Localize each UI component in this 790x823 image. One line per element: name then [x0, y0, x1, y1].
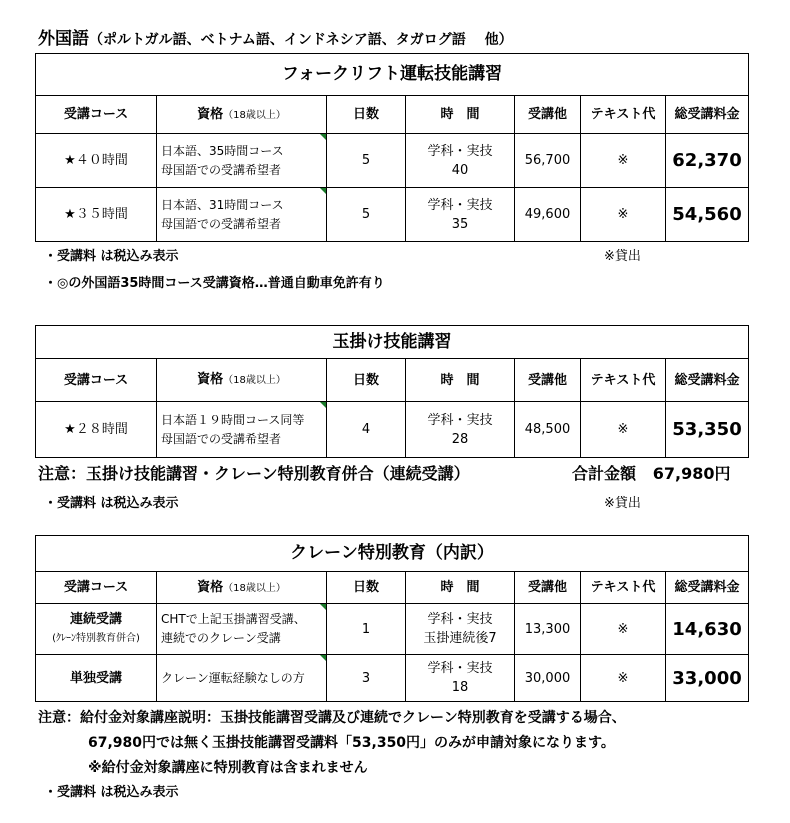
header-time: 時 間 — [406, 572, 515, 604]
total-fee: 14,630 — [666, 604, 749, 655]
header-days: 日数 — [327, 96, 406, 134]
time: 学科・実技 18 — [406, 655, 515, 702]
qualification: CHTで上記玉掛講習受講、 連続でのクレーン受講 — [157, 604, 327, 655]
course-name: 連続受講 (ｸﾚｰﾝ特別教育併合) — [36, 604, 157, 655]
qualification: 日本語１９時間コース同等 母国語での受講希望者 — [157, 402, 327, 458]
course-name: 単独受講 — [36, 655, 157, 702]
text-fee: ※ — [581, 134, 666, 188]
page-title — [38, 24, 513, 49]
header-course: 受講コース — [36, 96, 157, 134]
course-name: ★４０時間 — [36, 134, 157, 188]
total-fee: 33,000 — [666, 655, 749, 702]
text-fee: ※ — [581, 655, 666, 702]
header-days: 日数 — [327, 359, 406, 402]
header-time: 時 間 — [406, 359, 515, 402]
table-row — [36, 655, 749, 702]
text-fee: ※ — [581, 604, 666, 655]
header-text-fee: テキスト代 — [581, 96, 666, 134]
table-row — [36, 604, 749, 655]
tamakake-title: 玉掛け技能講習 — [36, 326, 749, 359]
page-title-main: 外国語 — [38, 29, 89, 49]
time: 学科・実技 40 — [406, 134, 515, 188]
tamakake-rental-note: ※貸出 — [604, 496, 641, 511]
fee: 48,500 — [515, 402, 581, 458]
time: 学科・実技 35 — [406, 188, 515, 242]
fee: 30,000 — [515, 655, 581, 702]
footer-note-3: ※給付金対象講座に特別教育は含まれません — [88, 760, 368, 776]
header-text-fee: テキスト代 — [581, 572, 666, 604]
text-fee: ※ — [581, 188, 666, 242]
header-qualification: 資格（18歳以上） — [157, 572, 327, 604]
days: 1 — [327, 604, 406, 655]
header-qualification: 資格（18歳以上） — [157, 96, 327, 134]
header-fee: 受講他 — [515, 96, 581, 134]
fee: 49,600 — [515, 188, 581, 242]
days: 5 — [327, 188, 406, 242]
header-total: 総受講料金 — [666, 572, 749, 604]
course-name: ★３５時間 — [36, 188, 157, 242]
combined-total — [572, 461, 730, 484]
forklift-title: フォークリフト運転技能講習 — [36, 54, 749, 96]
fee: 13,300 — [515, 604, 581, 655]
days: 4 — [327, 402, 406, 458]
header-days: 日数 — [327, 572, 406, 604]
text-fee: ※ — [581, 402, 666, 458]
forklift-license-note: ・◎の外国語35時間コース受講資格…普通自動車免許有り — [44, 276, 385, 291]
tamakake-tax-note: ・受講料 は税込み表示 — [44, 496, 179, 511]
total-fee: 54,560 — [666, 188, 749, 242]
time: 学科・実技 28 — [406, 402, 515, 458]
course-name: ★２８時間 — [36, 402, 157, 458]
header-total: 総受講料金 — [666, 96, 749, 134]
forklift-table — [35, 53, 749, 242]
header-text-fee: テキスト代 — [581, 359, 666, 402]
total-fee: 62,370 — [666, 134, 749, 188]
table-row — [36, 134, 749, 188]
combined-total-label: 合計金額 — [572, 464, 637, 483]
table-row — [36, 402, 749, 458]
total-fee: 53,350 — [666, 402, 749, 458]
header-fee: 受講他 — [515, 572, 581, 604]
forklift-rental-note: ※貸出 — [604, 249, 641, 264]
crane-title: クレーン特別教育（内訳） — [36, 536, 749, 572]
footer-tax-note: ・受講料 は税込み表示 — [44, 785, 179, 800]
table-row — [36, 188, 749, 242]
header-fee: 受講他 — [515, 359, 581, 402]
qualification: 日本語、35時間コース 母国語での受講希望者 — [157, 134, 327, 188]
qualification: 日本語、31時間コース 母国語での受講希望者 — [157, 188, 327, 242]
footer-note-2: 67,980円では無く玉掛技能講習受講料「53,350円」のみが申請対象になります。 — [88, 735, 615, 751]
header-time: 時 間 — [406, 96, 515, 134]
page-subtitle: （ポルトガル語、ベトナム語、インドネシア語、タガログ語 他） — [89, 32, 513, 48]
tamakake-table — [35, 325, 749, 458]
forklift-tax-note: ・受講料 は税込み表示 — [44, 249, 179, 264]
days: 5 — [327, 134, 406, 188]
header-course: 受講コース — [36, 359, 157, 402]
header-total: 総受講料金 — [666, 359, 749, 402]
tamakake-warning: 注意：玉掛け技能講習・クレーン特別教育併合（連続受講） — [38, 464, 470, 483]
crane-table — [35, 535, 749, 702]
footer-note-1: 注意：給付金対象講座説明：玉掛技能講習受講及び連続でクレーン特別教育を受講する場合、 — [38, 710, 626, 726]
header-qualification: 資格（18歳以上） — [157, 359, 327, 402]
qualification: クレーン運転経験なしの方 — [157, 655, 327, 702]
header-course: 受講コース — [36, 572, 157, 604]
combined-total-value: 67,980円 — [652, 464, 731, 483]
days: 3 — [327, 655, 406, 702]
time: 学科・実技 玉掛連続後7 — [406, 604, 515, 655]
fee: 56,700 — [515, 134, 581, 188]
